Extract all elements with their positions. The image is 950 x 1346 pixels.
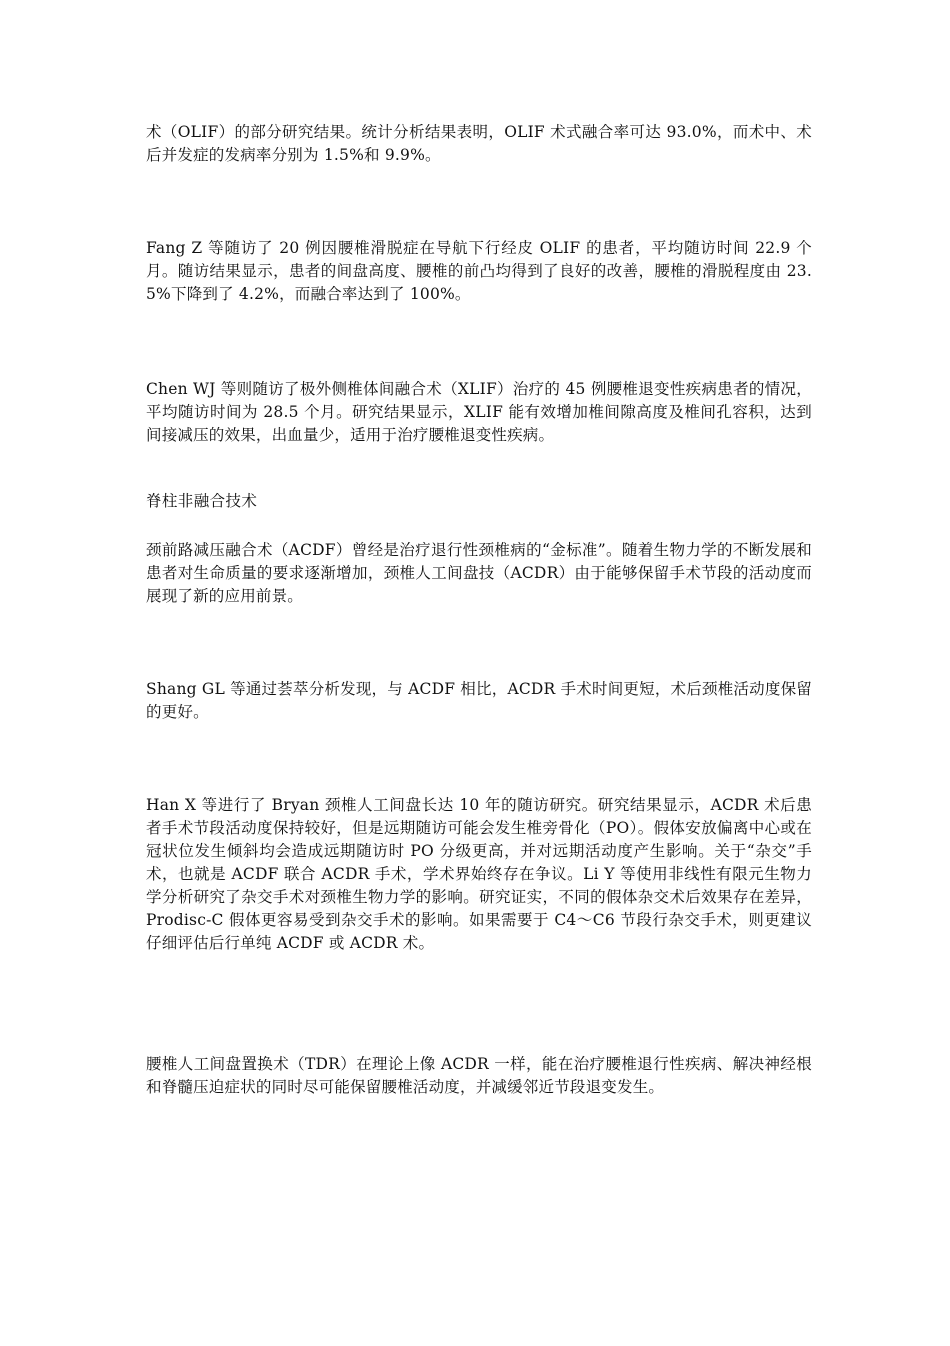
paragraph-olif-results: 术（OLIF）的部分研究结果。统计分析结果表明，OLIF 术式融合率可达 93.0%，而术中、术后并发症的发病率分别为 1.5%和 9.9%。: [146, 123, 812, 164]
section-heading: 脊柱非融合技术: [146, 492, 258, 510]
paragraph-shang-gl-study: Shang GL 等通过荟萃分析发现，与 ACDF 相比，ACDR 手术时间更短，术后颈椎活动度保留的更好。: [146, 680, 812, 721]
paragraph-acdf-intro: 颈前路减压融合术（ACDF）曾经是治疗退行性颈椎病的“金标准”。随着生物力学的不断发展和患者对生命质量的要求逐渐增加，颈椎人工间盘技（ACDR）由于能够保留手术节段的活动度而展现了新的应用前景。: [146, 541, 812, 605]
paragraph-chen-wj-study: Chen WJ 等则随访了极外侧椎体间融合术（XLIF）治疗的 45 例腰椎退变性疾病患者的情况，平均随访时间为 28.5 个月。研究结果显示，XLIF 能有效增加椎间隙高度及椎间孔容积，达到间接减压的效果，出血量少，适用于治疗腰椎退变性疾病。: [146, 380, 812, 444]
paragraph-fang-z-study: Fang Z 等随访了 20 例因腰椎滑脱症在导航下行经皮 OLIF 的患者，平均随访时间 22.9 个月。随访结果显示，患者的间盘高度、腰椎的前凸均得到了良好的改善，腰椎的滑脱程度由 23.5%下降到了 4.2%，而融合率达到了 100%。: [146, 239, 812, 303]
paragraph-han-x-study: Han X 等进行了 Bryan 颈椎人工间盘长达 10 年的随访研究。研究结果显示，ACDR 术后患者手术节段活动度保持较好，但是远期随访可能会发生椎旁骨化（PO）。假体安放偏离中心或在冠状位发生倾斜均会造成远期随访时 PO 分级更高，并对远期活动度产生影响。关于“杂交”手术，也就是 ACDF 联合 ACDR 手术，学术界始终存在争议。Li Y 等使用非线性有限元生物力学分析研究了杂交手术对颈椎生物力学的影响。研究证实，不同的假体杂交术后效果存在差异，Prodisc-C 假体更容易受到杂交手术的影响。如果需要于 C4～C6 节段行杂交手术，则更建议仔细评估后行单纯 ACDF 或 ACDR 术。: [146, 796, 812, 952]
paragraph-tdr: 腰椎人工间盘置换术（TDR）在理论上像 ACDR 一样，能在治疗腰椎退行性疾病、解决神经根和脊髓压迫症状的同时尽可能保留腰椎活动度，并减缓邻近节段退变发生。: [146, 1055, 812, 1096]
